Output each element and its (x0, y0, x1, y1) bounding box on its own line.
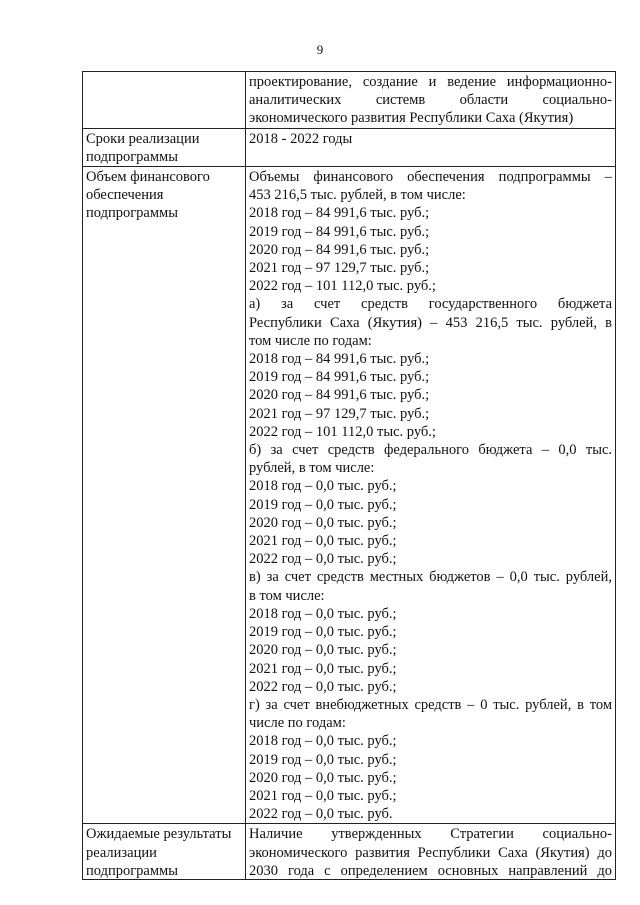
text-line: аналитических системв области социально- (249, 92, 612, 109)
text-line: том числе по годам: (249, 332, 372, 349)
text-line: 2022 год – 0,0 тыс. руб. (249, 806, 393, 823)
text-line: экономического развития Республики Саха (Якутия) до (249, 844, 612, 861)
text-line: в том числе: (249, 587, 325, 604)
text-line: 2022 год – 101 112,0 тыс. руб.; (249, 423, 436, 440)
text-line: Наличие утвержденных Стратегии социально- (249, 826, 612, 843)
text-line: 2018 год – 0,0 тыс. руб.; (249, 605, 397, 622)
text-line: проектирование, создание и ведение информационно- (249, 74, 612, 90)
text-line: 2018 год – 84 991,6 тыс. руб.; (249, 351, 430, 368)
row-value (249, 825, 612, 879)
table-row (83, 128, 616, 166)
text-line: Объемы финансового обеспечения подпрограммы – (249, 169, 612, 186)
text-line: 2022 год – 101 112,0 тыс. руб.; (249, 278, 436, 295)
text-line: 2019 год – 0,0 тыс. руб.; (249, 751, 397, 768)
row-value-cell (246, 824, 616, 880)
subprogram-passport-table (82, 71, 616, 880)
text-line: рублей, в том числе: (249, 460, 375, 477)
row-value (249, 168, 612, 823)
text-line: 2020 год – 84 991,6 тыс. руб.; (249, 241, 430, 258)
text-line: 2019 год – 84 991,6 тыс. руб.; (249, 369, 430, 386)
table-row (83, 167, 616, 824)
text-line: 2021 год – 0,0 тыс. руб.; (249, 787, 397, 804)
row-value-cell (246, 128, 616, 166)
text-line: а) за счет средств государственного бюджета (249, 296, 612, 313)
row-label-cell (83, 824, 246, 880)
row-label: Сроки реализации подпрограммы (86, 130, 200, 165)
text-line: 2018 год – 0,0 тыс. руб.; (249, 733, 397, 750)
text-line: 2021 год – 97 129,7 тыс. руб.; (249, 405, 430, 422)
row-value (249, 73, 612, 128)
text-line: 2021 год – 97 129,7 тыс. руб.; (249, 260, 430, 277)
text-line: 2018 год – 84 991,6 тыс. руб.; (249, 205, 430, 222)
row-value-cell (246, 167, 616, 824)
text-line: б) за счет средств федерального бюджета – 0,0 тыс. (249, 442, 612, 459)
text-line: 2019 год – 0,0 тыс. руб.; (249, 624, 397, 641)
text-line: 2019 год – 84 991,6 тыс. руб.; (249, 223, 430, 240)
table-row (83, 824, 616, 880)
text-line: 2030 года с определением основных направлений до (249, 862, 612, 879)
text-line: 2018 - 2022 годы (249, 130, 353, 147)
text-line: 2022 год – 0,0 тыс. руб.; (249, 678, 397, 695)
text-line: экономического развития Республики Саха (Якутия) (249, 110, 574, 127)
text-line: г) за счет внебюджетных средств – 0 тыс. рублей, в том (249, 696, 612, 713)
text-line: 2020 год – 84 991,6 тыс. руб.; (249, 387, 430, 404)
page-number: 9 (316, 42, 324, 57)
text-line: 2018 год – 0,0 тыс. руб.; (249, 478, 397, 495)
text-line: 453 216,5 тыс. рублей, в том числе: (249, 187, 466, 204)
text-line: числе по годам: (249, 715, 346, 732)
text-line: 2020 год – 0,0 тыс. руб.; (249, 514, 397, 531)
table-row (83, 72, 616, 129)
row-label: Ожидаемые результаты реализации подпрограммы (86, 826, 232, 879)
text-line: 2019 год – 0,0 тыс. руб.; (249, 496, 397, 513)
text-line: 2021 год – 0,0 тыс. руб.; (249, 660, 397, 677)
row-label: Объем финансового обеспечения подпрограммы (86, 169, 210, 222)
row-label-cell (83, 72, 246, 129)
row-value (249, 130, 612, 148)
row-label-cell (83, 167, 246, 824)
text-line: в) за счет средств местных бюджетов – 0,0 тыс. рублей, (249, 569, 612, 586)
row-label-cell (83, 128, 246, 166)
text-line: Республики Саха (Якутия) – 453 216,5 тыс. рублей, в (249, 314, 612, 331)
row-value-cell (246, 72, 616, 129)
text-line: 2020 год – 0,0 тыс. руб.; (249, 769, 397, 786)
text-line: 2022 год – 0,0 тыс. руб.; (249, 551, 397, 568)
text-line: 2021 год – 0,0 тыс. руб.; (249, 533, 397, 550)
text-line: 2020 год – 0,0 тыс. руб.; (249, 642, 397, 659)
